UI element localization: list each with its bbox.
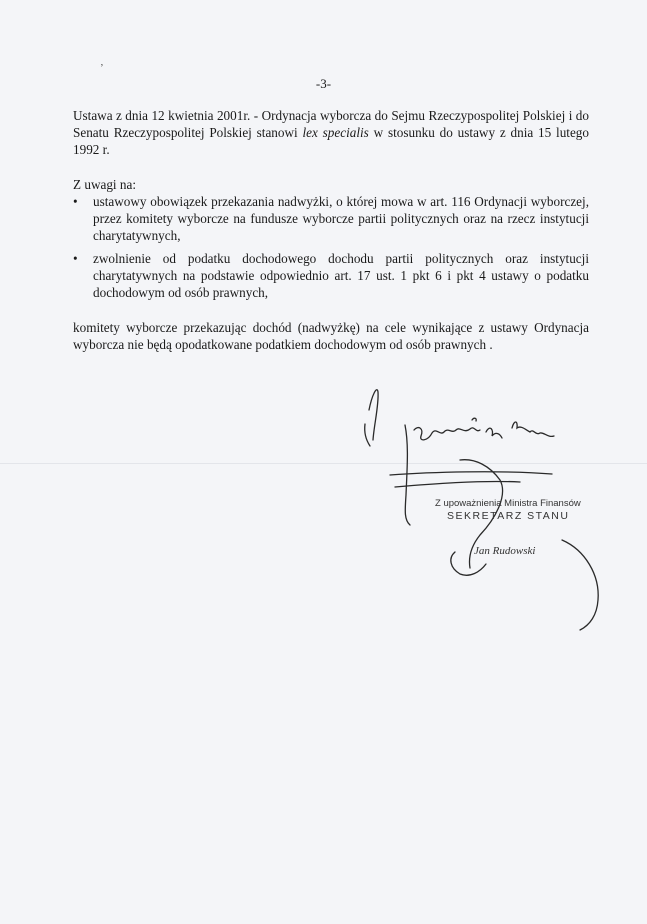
conclusion-paragraph: komitety wyborcze przekazując dochód (nadwyżkę) na cele wynikające z ustawy Ordynacja wyborcza nie będą opodatkowane podatkiem dochodowym od osób prawnych . (73, 320, 589, 352)
intro-italic-term: lex specialis (302, 125, 369, 140)
signatory-rank: SEKRETARZ STANU (447, 510, 570, 522)
intro-text-part2: w stosunku do ustawy z dnia 15 lutego 1992 r. (73, 125, 589, 157)
bullet-icon: • (73, 251, 78, 266)
page-number: -3- (315, 76, 332, 91)
bullet-text: ustawowy obowiązek przekazania nadwyżki, o której mowa w art. 116 Ordynacji wyborczej, przez komitety wyborcze na fundusze wyborcze partii politycznych oraz na rzecz instytucji charytatywnych, (93, 194, 589, 243)
bullet-icon: • (73, 194, 78, 209)
intro-text-part1: Ustawa z dnia 12 kwietnia 2001r. - Ordynacja wyborcza do Sejmu Rzeczypospolitej Polskiej i do Senatu Rzeczypospolitej Polskiej stanowi (73, 108, 589, 140)
considering-label: Z uwagi na: (73, 177, 136, 192)
paper-speck: ’ (100, 62, 104, 74)
signatory-authority: Z upoważnienia Ministra Finansów (435, 498, 581, 509)
signatory-name: Jan Rudowski (474, 545, 536, 557)
bullet-text: zwolnienie od podatku dochodowego dochodu partii politycznych oraz instytucji charytatywnych na podstawie odpowiednio art. 17 ust. 1 pkt 6 i pkt 4 ustawy o podatku dochodowym od osób prawnych, (93, 251, 589, 300)
